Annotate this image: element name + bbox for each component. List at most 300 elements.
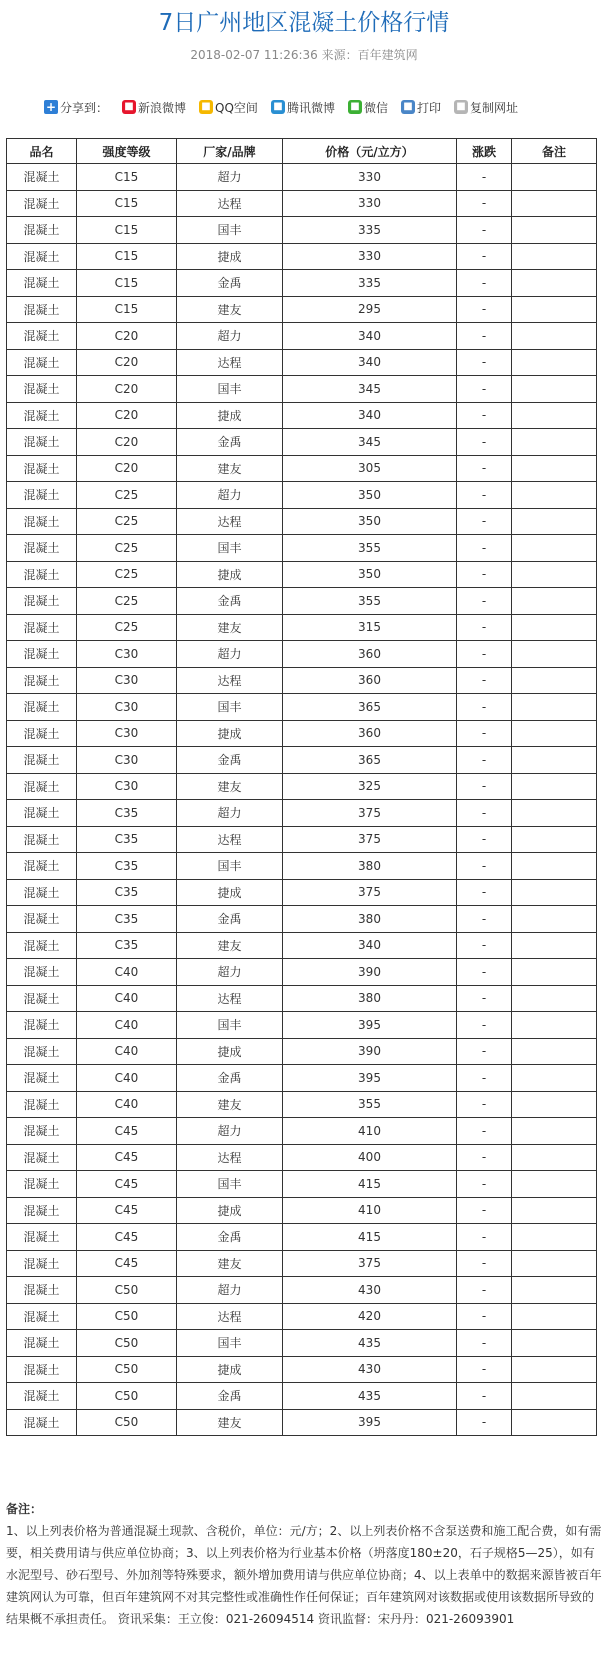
cell-grade: C50: [77, 1303, 177, 1330]
cell-product: 混凝土: [7, 1356, 77, 1383]
cell-remark: [512, 1091, 597, 1118]
cell-product: 混凝土: [7, 1144, 77, 1171]
cell-grade: C30: [77, 747, 177, 774]
cell-change: -: [457, 1038, 512, 1065]
cell-remark: [512, 1409, 597, 1436]
cell-product: 混凝土: [7, 747, 77, 774]
cell-brand: 达程: [177, 190, 283, 217]
cell-brand: 国丰: [177, 217, 283, 244]
cell-remark: [512, 402, 597, 429]
price-table: [6, 138, 597, 1436]
cell-product: 混凝土: [7, 826, 77, 853]
cell-remark: [512, 800, 597, 827]
cell-grade: C20: [77, 455, 177, 482]
cell-remark: [512, 1065, 597, 1092]
share-qzone-label: QQ空间: [215, 100, 258, 115]
cell-remark: [512, 349, 597, 376]
cell-grade: C15: [77, 243, 177, 270]
table-row: [7, 455, 597, 482]
table-row: [7, 1224, 597, 1251]
cell-product: 混凝土: [7, 1012, 77, 1039]
cell-change: -: [457, 1091, 512, 1118]
cell-product: 混凝土: [7, 1118, 77, 1145]
cell-remark: [512, 1250, 597, 1277]
cell-price: 330: [283, 243, 457, 270]
cell-price: 410: [283, 1118, 457, 1145]
table-row: [7, 1277, 597, 1304]
cell-product: 混凝土: [7, 1383, 77, 1410]
cell-brand: 达程: [177, 1303, 283, 1330]
cell-product: 混凝土: [7, 164, 77, 191]
cell-change: -: [457, 1356, 512, 1383]
cell-grade: C45: [77, 1118, 177, 1145]
cell-price: 360: [283, 641, 457, 668]
cell-price: 350: [283, 561, 457, 588]
cell-remark: [512, 455, 597, 482]
cell-grade: C40: [77, 985, 177, 1012]
table-row: [7, 1144, 597, 1171]
cell-remark: [512, 1383, 597, 1410]
cell-product: 混凝土: [7, 508, 77, 535]
cell-price: 400: [283, 1144, 457, 1171]
cell-price: 340: [283, 349, 457, 376]
cell-brand: 超力: [177, 1277, 283, 1304]
cell-price: 360: [283, 667, 457, 694]
cell-change: -: [457, 1012, 512, 1039]
cell-grade: C45: [77, 1224, 177, 1251]
cell-product: 混凝土: [7, 561, 77, 588]
cell-product: 混凝土: [7, 667, 77, 694]
cell-price: 355: [283, 588, 457, 615]
cell-brand: 达程: [177, 1144, 283, 1171]
cell-product: 混凝土: [7, 296, 77, 323]
cell-grade: C40: [77, 959, 177, 986]
cell-remark: [512, 932, 597, 959]
cell-grade: C30: [77, 694, 177, 721]
cell-brand: 建友: [177, 614, 283, 641]
cell-product: 混凝土: [7, 243, 77, 270]
share-copy-button[interactable]: [454, 99, 518, 116]
table-row: [7, 217, 597, 244]
cell-price: 315: [283, 614, 457, 641]
cell-grade: C20: [77, 376, 177, 403]
cell-remark: [512, 190, 597, 217]
cell-change: -: [457, 323, 512, 350]
table-row: [7, 1171, 597, 1198]
table-row: [7, 985, 597, 1012]
cell-change: -: [457, 402, 512, 429]
cell-grade: C50: [77, 1383, 177, 1410]
cell-brand: 金禹: [177, 906, 283, 933]
cell-change: -: [457, 800, 512, 827]
cell-brand: 达程: [177, 349, 283, 376]
cell-change: -: [457, 747, 512, 774]
cell-change: -: [457, 535, 512, 562]
cell-product: 混凝土: [7, 455, 77, 482]
cell-remark: [512, 1118, 597, 1145]
notes-section: [6, 1498, 602, 1630]
cell-product: 混凝土: [7, 349, 77, 376]
share-tencent-button[interactable]: [271, 99, 335, 116]
cell-grade: C35: [77, 826, 177, 853]
cell-remark: [512, 588, 597, 615]
table-header-row: [7, 139, 597, 164]
share-copy-label: 复制网址: [469, 100, 518, 115]
cell-price: 375: [283, 1250, 457, 1277]
cell-price: 335: [283, 270, 457, 297]
cell-product: 混凝土: [7, 217, 77, 244]
cell-price: 415: [283, 1224, 457, 1251]
cell-grade: C45: [77, 1197, 177, 1224]
cell-product: 混凝土: [7, 1277, 77, 1304]
cell-brand: 金禹: [177, 1383, 283, 1410]
cell-brand: 捷成: [177, 879, 283, 906]
cell-change: -: [457, 773, 512, 800]
header-price: 价格（元/立方）: [283, 139, 457, 164]
share-tencent-label: 腾讯微博: [286, 100, 335, 115]
cell-brand: 建友: [177, 773, 283, 800]
share-wechat-label: 微信: [363, 100, 388, 115]
cell-grade: C45: [77, 1250, 177, 1277]
cell-product: 混凝土: [7, 1409, 77, 1436]
table-row: [7, 853, 597, 880]
cell-remark: [512, 1012, 597, 1039]
share-weibo-label: 新浪微博: [138, 100, 187, 115]
cell-remark: [512, 323, 597, 350]
share-label: [44, 99, 108, 116]
cell-brand: 金禹: [177, 1224, 283, 1251]
share-bar: [44, 98, 531, 116]
cell-product: 混凝土: [7, 720, 77, 747]
cell-grade: C50: [77, 1409, 177, 1436]
cell-brand: 国丰: [177, 853, 283, 880]
cell-product: 混凝土: [7, 190, 77, 217]
cell-price: 340: [283, 402, 457, 429]
cell-change: -: [457, 588, 512, 615]
weibo-icon: ■: [122, 100, 136, 114]
table-row: [7, 1250, 597, 1277]
cell-product: 混凝土: [7, 959, 77, 986]
cell-price: 365: [283, 747, 457, 774]
table-row: [7, 1091, 597, 1118]
cell-grade: C35: [77, 932, 177, 959]
cell-price: 435: [283, 1330, 457, 1357]
table-row: [7, 667, 597, 694]
cell-change: -: [457, 349, 512, 376]
cell-product: 混凝土: [7, 323, 77, 350]
notes-title: 备注：: [6, 1502, 43, 1516]
cell-remark: [512, 747, 597, 774]
cell-price: 395: [283, 1065, 457, 1092]
cell-product: 混凝土: [7, 482, 77, 509]
cell-brand: 达程: [177, 985, 283, 1012]
cell-grade: C35: [77, 906, 177, 933]
cell-remark: [512, 535, 597, 562]
cell-brand: 超力: [177, 164, 283, 191]
table-row: [7, 1118, 597, 1145]
share-print-button[interactable]: [401, 99, 441, 116]
cell-remark: [512, 853, 597, 880]
cell-remark: [512, 773, 597, 800]
header-brand: 厂家/品牌: [177, 139, 283, 164]
table-row: [7, 1409, 597, 1436]
cell-price: 435: [283, 1383, 457, 1410]
cell-grade: C30: [77, 667, 177, 694]
cell-grade: C15: [77, 164, 177, 191]
cell-remark: [512, 270, 597, 297]
cell-brand: 捷成: [177, 1356, 283, 1383]
table-row: [7, 800, 597, 827]
table-row: [7, 349, 597, 376]
cell-grade: C15: [77, 296, 177, 323]
table-row: [7, 959, 597, 986]
cell-product: 混凝土: [7, 535, 77, 562]
cell-remark: [512, 508, 597, 535]
cell-product: 混凝土: [7, 1038, 77, 1065]
share-plus-icon: +: [45, 100, 57, 114]
share-items: [122, 99, 531, 116]
cell-product: 混凝土: [7, 1171, 77, 1198]
cell-product: 混凝土: [7, 1091, 77, 1118]
cell-change: -: [457, 217, 512, 244]
cell-grade: C15: [77, 217, 177, 244]
cell-price: 295: [283, 296, 457, 323]
table-row: [7, 482, 597, 509]
header-product: 品名: [7, 139, 77, 164]
cell-grade: C25: [77, 588, 177, 615]
cell-remark: [512, 667, 597, 694]
cell-brand: 国丰: [177, 1171, 283, 1198]
cell-product: 混凝土: [7, 588, 77, 615]
table-row: [7, 773, 597, 800]
cell-price: 325: [283, 773, 457, 800]
cell-price: 330: [283, 190, 457, 217]
table-row: [7, 1303, 597, 1330]
table-row: [7, 614, 597, 641]
table-row: [7, 747, 597, 774]
cell-remark: [512, 1330, 597, 1357]
cell-price: 410: [283, 1197, 457, 1224]
cell-product: 混凝土: [7, 1303, 77, 1330]
cell-change: -: [457, 1330, 512, 1357]
cell-grade: C40: [77, 1091, 177, 1118]
cell-change: -: [457, 1144, 512, 1171]
cell-change: -: [457, 932, 512, 959]
table-row: [7, 1012, 597, 1039]
cell-remark: [512, 720, 597, 747]
cell-grade: C35: [77, 853, 177, 880]
cell-brand: 超力: [177, 800, 283, 827]
table-row: [7, 535, 597, 562]
cell-change: -: [457, 429, 512, 456]
table-row: [7, 323, 597, 350]
cell-change: -: [457, 164, 512, 191]
cell-product: 混凝土: [7, 773, 77, 800]
cell-brand: 金禹: [177, 270, 283, 297]
cell-price: 415: [283, 1171, 457, 1198]
cell-grade: C25: [77, 614, 177, 641]
cell-grade: C35: [77, 800, 177, 827]
table-row: [7, 694, 597, 721]
cell-change: -: [457, 985, 512, 1012]
cell-price: 375: [283, 879, 457, 906]
cell-product: 混凝土: [7, 800, 77, 827]
cell-grade: C25: [77, 482, 177, 509]
cell-price: 335: [283, 217, 457, 244]
cell-remark: [512, 429, 597, 456]
cell-change: -: [457, 879, 512, 906]
table-row: [7, 376, 597, 403]
cell-change: -: [457, 482, 512, 509]
cell-remark: [512, 296, 597, 323]
table-row: [7, 190, 597, 217]
cell-change: -: [457, 1224, 512, 1251]
cell-brand: 捷成: [177, 1197, 283, 1224]
cell-brand: 国丰: [177, 535, 283, 562]
cell-change: -: [457, 376, 512, 403]
cell-grade: C45: [77, 1171, 177, 1198]
cell-grade: C25: [77, 508, 177, 535]
cell-grade: C25: [77, 561, 177, 588]
cell-product: 混凝土: [7, 402, 77, 429]
cell-grade: C15: [77, 270, 177, 297]
cell-brand: 建友: [177, 296, 283, 323]
table-body: [7, 164, 597, 1436]
cell-brand: 金禹: [177, 588, 283, 615]
cell-remark: [512, 1171, 597, 1198]
cell-change: -: [457, 614, 512, 641]
page-title: 7日广州地区混凝土价格行情: [158, 10, 450, 36]
cell-change: -: [457, 561, 512, 588]
cell-change: -: [457, 1118, 512, 1145]
cell-remark: [512, 1197, 597, 1224]
cell-price: 430: [283, 1356, 457, 1383]
cell-price: 380: [283, 906, 457, 933]
cell-price: 345: [283, 429, 457, 456]
cell-brand: 国丰: [177, 1012, 283, 1039]
cell-brand: 金禹: [177, 1065, 283, 1092]
cell-change: -: [457, 1409, 512, 1436]
cell-brand: 国丰: [177, 1330, 283, 1357]
cell-price: 375: [283, 826, 457, 853]
cell-price: 360: [283, 720, 457, 747]
cell-brand: 建友: [177, 932, 283, 959]
share-wechat-button[interactable]: [348, 99, 388, 116]
cell-brand: 捷成: [177, 243, 283, 270]
table-row: [7, 1065, 597, 1092]
cell-grade: C40: [77, 1065, 177, 1092]
cell-grade: C40: [77, 1012, 177, 1039]
cell-brand: 捷成: [177, 1038, 283, 1065]
cell-price: 395: [283, 1012, 457, 1039]
share-weibo-button[interactable]: [122, 99, 186, 116]
cell-change: -: [457, 1383, 512, 1410]
article-meta: 2018-02-07 11:26:36 来源：百年建筑网: [190, 48, 418, 62]
cell-change: -: [457, 1277, 512, 1304]
header-change: 涨跌: [457, 139, 512, 164]
cell-brand: 达程: [177, 667, 283, 694]
cell-grade: C50: [77, 1356, 177, 1383]
cell-remark: [512, 217, 597, 244]
cell-grade: C40: [77, 1038, 177, 1065]
table-row: [7, 588, 597, 615]
cell-product: 混凝土: [7, 879, 77, 906]
cell-price: 390: [283, 1038, 457, 1065]
cell-price: 430: [283, 1277, 457, 1304]
table-row: [7, 641, 597, 668]
cell-remark: [512, 561, 597, 588]
share-qzone-button[interactable]: [199, 99, 258, 116]
cell-brand: 国丰: [177, 694, 283, 721]
cell-brand: 建友: [177, 455, 283, 482]
cell-product: 混凝土: [7, 985, 77, 1012]
cell-remark: [512, 1356, 597, 1383]
cell-grade: C30: [77, 641, 177, 668]
cell-change: -: [457, 853, 512, 880]
cell-product: 混凝土: [7, 906, 77, 933]
cell-brand: 达程: [177, 826, 283, 853]
cell-change: -: [457, 270, 512, 297]
cell-price: 345: [283, 376, 457, 403]
cell-remark: [512, 1224, 597, 1251]
cell-price: 350: [283, 482, 457, 509]
table-row: [7, 906, 597, 933]
cell-product: 混凝土: [7, 270, 77, 297]
cell-grade: C20: [77, 429, 177, 456]
table-row: [7, 826, 597, 853]
cell-price: 350: [283, 508, 457, 535]
cell-grade: C50: [77, 1277, 177, 1304]
cell-grade: C20: [77, 349, 177, 376]
cell-grade: C20: [77, 402, 177, 429]
cell-change: -: [457, 1197, 512, 1224]
cell-remark: [512, 164, 597, 191]
cell-brand: 捷成: [177, 402, 283, 429]
table-row: [7, 720, 597, 747]
cell-change: -: [457, 826, 512, 853]
cell-change: -: [457, 667, 512, 694]
cell-grade: C35: [77, 879, 177, 906]
cell-grade: C45: [77, 1144, 177, 1171]
cell-product: 混凝土: [7, 1224, 77, 1251]
cell-product: 混凝土: [7, 429, 77, 456]
table-row: [7, 879, 597, 906]
cell-remark: [512, 1277, 597, 1304]
notes-text: 1、以上列表价格为普通混凝土现款、含税价，单位：元/方；2、以上列表价格不含泵送费和施工配合费，如有需要，相关费用请与供应单位协商；3、以上列表价格为行业基本价格（坍落度180±20，石子规格5—25），如有水泥型号、砂石型号、外加剂等特殊要求，额外增加费用请与供应单位协商；4、以上表单中的数据来源皆被百年建筑网认为可靠，但百年建筑网不对其完整性或准确性作任何保证；百年建筑网对该数据或使用该数据所导致的结果概不承担责任。 资讯采集：王立俊：021-26094514 资讯监督：宋丹丹：021-26093901: [6, 1524, 602, 1626]
cell-brand: 金禹: [177, 429, 283, 456]
cell-brand: 超力: [177, 641, 283, 668]
cell-product: 混凝土: [7, 376, 77, 403]
cell-brand: 建友: [177, 1091, 283, 1118]
table-row: [7, 1038, 597, 1065]
cell-change: -: [457, 190, 512, 217]
cell-change: -: [457, 959, 512, 986]
cell-brand: 超力: [177, 323, 283, 350]
cell-brand: 超力: [177, 1118, 283, 1145]
table-row: [7, 1383, 597, 1410]
cell-remark: [512, 959, 597, 986]
cell-change: -: [457, 641, 512, 668]
print-icon: ■: [401, 100, 415, 114]
table-row: [7, 1356, 597, 1383]
cell-brand: 建友: [177, 1409, 283, 1436]
cell-brand: 国丰: [177, 376, 283, 403]
cell-remark: [512, 906, 597, 933]
header-grade: 强度等级: [77, 139, 177, 164]
cell-remark: [512, 826, 597, 853]
cell-price: 365: [283, 694, 457, 721]
cell-remark: [512, 641, 597, 668]
